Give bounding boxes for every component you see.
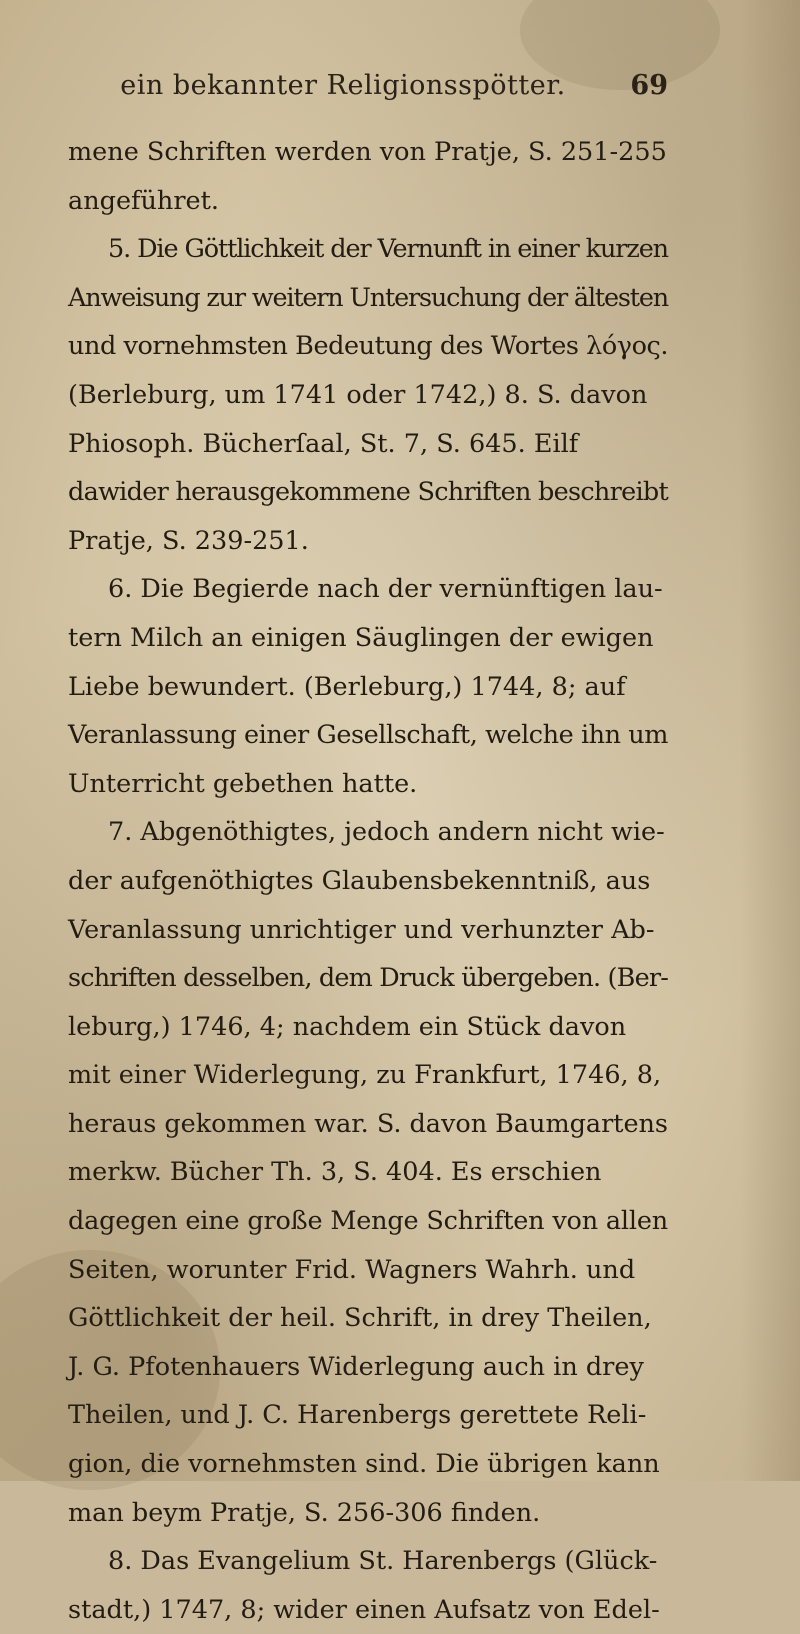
text-line: heraus gekommen war. S. davon Baumgartens <box>68 1108 668 1139</box>
text-line: dagegen eine große Menge Schriften von allen <box>68 1206 668 1237</box>
text-line: Veranlassung unrichtiger und verhunzter Ab- <box>68 914 655 945</box>
entry-6-heading: 6. Die Begierde nach der vernünftigen lau- <box>108 574 663 605</box>
text-line: Seiten, worunter Frid. Wagners Wahrh. und <box>68 1254 636 1285</box>
text-line: Göttlichkeit der heil. Schrift, in drey Theilen, <box>68 1303 652 1334</box>
text-line: der aufgenöthigtes Glaubensbekenntniß, aus <box>68 865 651 896</box>
text-line: Unterricht gebethen hatte. <box>68 768 418 799</box>
text-line: Theilen, und J. C. Harenbergs gerettete Reli- <box>68 1400 647 1431</box>
running-head: ein bekannter Religionsspötter. <box>120 70 566 101</box>
page-header <box>88 70 668 114</box>
body-text <box>68 128 668 1634</box>
text-line: und vornehmsten Bedeutung des Wortes λόγος. <box>68 331 668 362</box>
entry-5-heading: 5. Die Göttlichkeit der Vernunft in einer kurzen <box>108 234 668 265</box>
page-edge-shadow <box>740 0 800 1481</box>
text-line: Pratje, S. 239-251. <box>68 525 309 556</box>
text-line: gion, die vornehmsten sind. Die übrigen kann <box>68 1449 660 1480</box>
text-line: tern Milch an einigen Säuglingen der ewigen <box>68 622 654 653</box>
text-line: mene Schriften werden von Pratje, S. 251-255 <box>68 137 667 167</box>
text-line: man beym Pratje, S. 256-306 finden. <box>68 1497 541 1528</box>
text-line: Phiosoph. Bücherſaal, St. 7, S. 645. Eilf <box>68 428 579 459</box>
text-line: Veranlassung einer Gesellschaft, welche ihn um <box>68 720 668 751</box>
text-line: stadt,) 1747, 8; wider einen Aufsatz von Edel- <box>68 1594 660 1625</box>
text-line: angeführet. <box>68 185 219 216</box>
text-line: schriften desselben, dem Druck übergeben. (Ber- <box>68 963 668 994</box>
entry-7-heading: 7. Abgenöthigtes, jedoch andern nicht wie- <box>108 817 665 848</box>
text-line: leburg,) 1746, 4; nachdem ein Stück davon <box>68 1011 627 1042</box>
page-number: 69 <box>630 70 668 101</box>
entry-8-heading: 8. Das Evangelium St. Harenbergs (Glück- <box>108 1546 658 1577</box>
text-line: J. G. Pfotenhauers Widerlegung auch in drey <box>68 1351 644 1382</box>
text-line: Liebe bewundert. (Berleburg,) 1744, 8; auf <box>68 671 626 702</box>
text-line: merkw. Bücher Th. 3, S. 404. Es erschien <box>68 1157 602 1188</box>
text-line: dawider herausgekommene Schriften beschreibt <box>68 477 668 508</box>
text-line: (Berleburg, um 1741 oder 1742,) 8. S. davon <box>68 379 648 410</box>
text-line: Anweisung zur weitern Untersuchung der ältesten <box>68 282 668 313</box>
text-line: mit einer Widerlegung, zu Frankfurt, 1746, 8, <box>68 1060 662 1091</box>
